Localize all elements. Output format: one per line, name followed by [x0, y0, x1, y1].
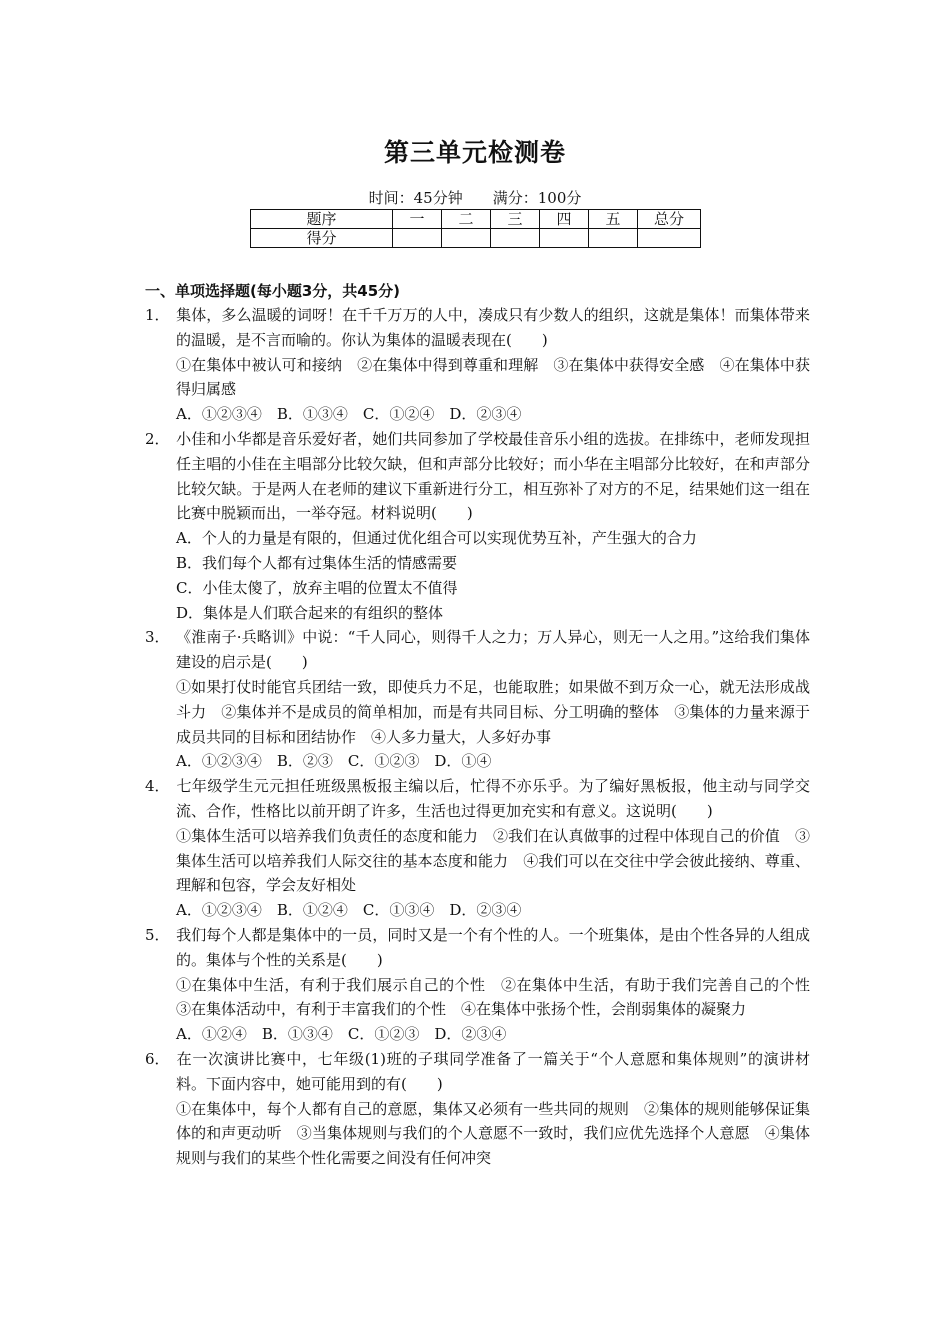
header-cell-label: 题序 [251, 210, 393, 229]
question-5 [145, 923, 826, 1047]
score-cell [442, 229, 491, 248]
question-number: 4． [145, 777, 170, 796]
question-number: 2． [145, 429, 170, 448]
question-6 [145, 1047, 810, 1171]
question-4 [145, 774, 810, 923]
question-1 [145, 303, 810, 427]
question-3 [145, 625, 810, 774]
question-stem [145, 303, 810, 353]
section-heading: 一、单项选择题(每小题3分，共45分) [145, 282, 401, 300]
question-statements: ①在集体中生活，有利于我们展示自己的个性 ②在集体中生活，有助于我们完善自己的个性 ③在集体活动中，有利于丰富我们的个性 ④在集体中张扬个性，会削弱集体的凝聚力 [176, 975, 826, 1019]
choice-b: B．我们每个人都有过集体生活的情感需要 [176, 553, 458, 572]
choice-a: A．个人的力量是有限的，但通过优化组合可以实现优势互补，产生强大的合力 [176, 529, 697, 548]
score-cell [540, 229, 589, 248]
question-number: 3． [145, 628, 170, 647]
score-cell [393, 229, 442, 248]
score-cell-total [638, 229, 701, 248]
question-stem [145, 427, 810, 526]
question-stem [145, 923, 810, 973]
header-cell-1: 一 [393, 210, 442, 229]
question-number: 6． [145, 1049, 170, 1068]
exam-meta [0, 187, 950, 208]
question-text: 在一次演讲比赛中，七年级(1)班的子琪同学准备了一篇关于“个人意愿和集体规则”的演讲材料。下面内容中，她可能用到的有( ) [176, 1049, 810, 1093]
score-table [250, 209, 701, 248]
question-text: 七年级学生元元担任班级黑板报主编以后，忙得不亦乐乎。为了编好黑板报，他主动与同学交流、合作，性格比以前开朗了许多，生活也过得更加充实和有意义。这说明( ) [176, 777, 810, 820]
question-text: 《淮南子·兵略训》中说：“千人同心，则得千人之力；万人异心，则无一人之用。”这给我们集体建设的启示是( ) [176, 628, 810, 672]
full-score: 满分：100分 [492, 189, 582, 207]
score-table-score-row [251, 229, 701, 248]
header-cell-2: 二 [442, 210, 491, 229]
score-table-header-row [251, 210, 701, 229]
question-stem [145, 774, 810, 824]
question-options: A．①②③④ B．②③ C．①②③ D．①④ [176, 752, 492, 771]
question-statements: ①集体生活可以培养我们负责任的态度和能力 ②我们在认真做事的过程中体现自己的价值 ③集体生活可以培养我们人际交往的基本态度和能力 ④我们可以在交往中学会彼此接纳、尊重、理解和包容，学会友好相处 [176, 826, 810, 895]
header-cell-4: 四 [540, 210, 589, 229]
score-row-label: 得分 [251, 229, 393, 248]
question-text: 小佳和小华都是音乐爱好者，她们共同参加了学校最佳音乐小组的选拔。在排练中，老师发现担任主唱的小佳在主唱部分比较欠缺，但和声部分比较好；而小华在主唱部分比较好，在和声部分比较欠缺。于是两人在老师的建议下重新进行分工，相互弥补了对方的不足，结果她们这一组在比赛中脱颖而出，一举夺冠。材料说明( ) [176, 429, 810, 523]
question-statements: ①在集体中，每个人都有自己的意愿，集体又必须有一些共同的规则 ②集体的规则能够保证集体的和声更动听 ③当集体规则与我们的个人意愿不一致时，我们应优先选择个人意愿 ④集体规则与我们的某些个性化需要之间没有任何冲突 [176, 1099, 810, 1168]
score-cell [589, 229, 638, 248]
question-text: 集体，多么温暖的词呀！在千千万万的人中，凑成只有少数人的组织，这就是集体！而集体带来的温暖，是不言而喻的。你认为集体的温暖表现在( ) [176, 306, 810, 349]
question-2 [145, 427, 810, 625]
question-number: 5． [145, 925, 170, 944]
question-statements: ①在集体中被认可和接纳 ②在集体中得到尊重和理解 ③在集体中获得安全感 ④在集体中获得归属感 [176, 355, 810, 399]
time-limit: 时间：45分钟 [368, 189, 463, 207]
question-stem [145, 1047, 810, 1097]
question-options: A．①②③④ B．①②④ C．①③④ D．②③④ [176, 901, 522, 920]
question-list [145, 303, 826, 1171]
question-options: A．①②③④ B．①③④ C．①②④ D．②③④ [176, 405, 522, 424]
choice-c: C．小佳太傻了，放弃主唱的位置太不值得 [176, 578, 458, 597]
header-cell-total: 总分 [638, 210, 701, 229]
question-number: 1． [145, 306, 170, 324]
question-statements: ①如果打仗时能官兵团结一致，即使兵力不足，也能取胜；如果做不到万众一心，就无法形成战斗力 ②集体并不是成员的简单相加，而是有共同目标、分工明确的整体 ③集体的力量来源于成员共同的目标和团结协作 ④人多力量大，人多好办事 [176, 677, 810, 746]
question-options: A．①②④ B．①③④ C．①②③ D．②③④ [176, 1025, 507, 1044]
choice-d: D．集体是人们联合起来的有组织的整体 [176, 603, 444, 622]
header-cell-5: 五 [589, 210, 638, 229]
question-stem [145, 625, 810, 675]
page-title: 第三单元检测卷 [383, 138, 566, 167]
header-cell-3: 三 [491, 210, 540, 229]
score-cell [491, 229, 540, 248]
question-text: 我们每个人都是集体中的一员，同时又是一个有个性的人。一个班集体，是由个性各异的人组成的。集体与个性的关系是( ) [176, 925, 810, 969]
